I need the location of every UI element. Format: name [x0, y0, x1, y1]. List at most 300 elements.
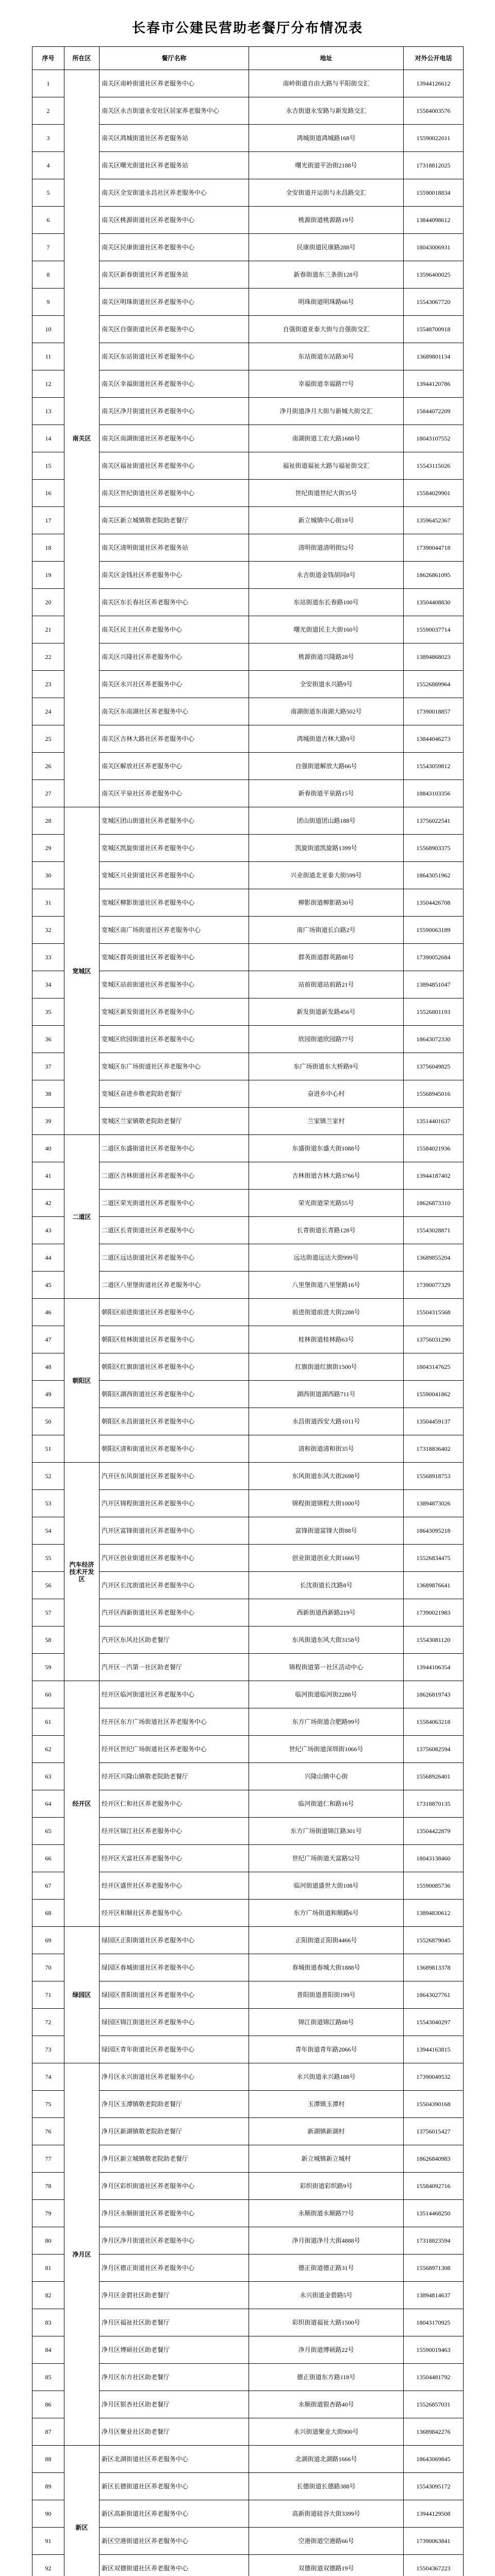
district-cell: 新区: [64, 2446, 100, 2576]
header-district: 所在区: [64, 47, 100, 70]
header-no: 序号: [32, 47, 64, 70]
row-number: 92: [32, 2555, 64, 2576]
row-number: 68: [32, 1900, 64, 1927]
public-phone: 17390021983: [404, 1599, 464, 1626]
restaurant-name: 宽城区团山街道社区养老服务中心: [100, 807, 249, 835]
public-phone: 13504422879: [404, 1818, 464, 1845]
restaurant-name: 南关区新春街道社区养老服务站: [100, 261, 249, 289]
public-phone: 13944106354: [404, 1654, 464, 1681]
restaurant-name: 宽城区东广场街道社区养老服务中心: [100, 1053, 249, 1080]
restaurant-name: 南关区民康街道社区养老服务中心: [100, 234, 249, 261]
restaurant-address: 兴隆山镇中心街: [249, 1763, 404, 1790]
public-phone: 13689876641: [404, 1572, 464, 1599]
restaurant-name: 南关区东南湖社区养老服务中心: [100, 698, 249, 725]
public-phone: 18043147625: [404, 1353, 464, 1381]
row-number: 73: [32, 2036, 64, 2063]
restaurant-name: 新区双德街道社区养老服务中心: [100, 2555, 249, 2576]
public-phone: 13944126612: [404, 70, 464, 97]
row-number: 87: [32, 2418, 64, 2446]
table-row: [32, 2063, 464, 2091]
row-number: 71: [32, 1981, 64, 2009]
public-phone: 13844046273: [404, 725, 464, 753]
public-phone: 15543081120: [404, 1626, 464, 1654]
restaurant-address: 欣园街道欣园路77号: [249, 1026, 404, 1053]
restaurant-address: 兰家镇兰家村: [249, 1108, 404, 1135]
public-phone: 15844072209: [404, 398, 464, 425]
restaurant-name: 新区长德街道社区养老服务中心: [100, 2473, 249, 2500]
public-phone: 15504390168: [404, 2091, 464, 2118]
restaurant-name: 南关区新立城镇敬老院助老餐厅: [100, 507, 249, 534]
public-phone: 15526801193: [404, 998, 464, 1026]
public-phone: 13504426708: [404, 889, 464, 917]
restaurant-address: 幸福街道幸福路77号: [249, 370, 404, 398]
restaurant-name: 南关区永兴社区养老服务中心: [100, 671, 249, 698]
row-number: 21: [32, 616, 64, 643]
restaurant-address: 南湖街道工农大路1688号: [249, 425, 404, 452]
restaurant-name: 宽城区兰家镇敬老院助老餐厅: [100, 1108, 249, 1135]
restaurant-address: 长青街道长青路128号: [249, 1217, 404, 1244]
public-phone: 17390077329: [404, 1272, 464, 1299]
restaurant-name: 经开区和顺社区养老服务中心: [100, 1900, 249, 1927]
row-number: 9: [32, 289, 64, 316]
restaurant-name: 经开区临河街道社区养老服务中心: [100, 1681, 249, 1708]
restaurant-address: 群英街道群英路88号: [249, 944, 404, 971]
row-number: 41: [32, 1162, 64, 1190]
restaurant-table: [32, 46, 464, 2576]
restaurant-name: 宽城区南广场街道社区养老服务中心: [100, 917, 249, 944]
public-phone: 13756049825: [404, 1053, 464, 1080]
row-number: 11: [32, 343, 64, 370]
public-phone: 18643069845: [404, 2446, 464, 2473]
public-phone: 15584092716: [404, 2173, 464, 2200]
restaurant-name: 汽开区锦程街道社区养老服务中心: [100, 1490, 249, 1517]
restaurant-name: 净月区净月街道社区养老服务中心: [100, 2227, 249, 2255]
public-phone: 17318812025: [404, 152, 464, 179]
row-number: 45: [32, 1272, 64, 1299]
restaurant-address: 新湖镇新湖村: [249, 2118, 404, 2145]
restaurant-name: 南关区东长春社区养老服务中心: [100, 589, 249, 616]
restaurant-name: 二道区东盛街道社区养老服务中心: [100, 1135, 249, 1162]
restaurant-name: 宽城区新发街道社区养老服务中心: [100, 998, 249, 1026]
public-phone: 15568903375: [404, 835, 464, 862]
restaurant-name: 朝阳区前进街道社区养老服务中心: [100, 1299, 249, 1326]
restaurant-name: 南关区吉林大路社区养老服务中心: [100, 725, 249, 753]
row-number: 12: [32, 370, 64, 398]
page-title: 长春市公建民营助老餐厅分布情况表: [131, 21, 363, 36]
restaurant-name: 宽城区欣园街道社区养老服务中心: [100, 1026, 249, 1053]
restaurant-address: 永顺街道银杏路40号: [249, 2391, 404, 2418]
public-phone: 13756082594: [404, 1736, 464, 1763]
restaurant-name: 南关区明珠街道社区养老服务中心: [100, 289, 249, 316]
row-number: 76: [32, 2118, 64, 2145]
row-number: 62: [32, 1736, 64, 1763]
restaurant-address: 福祉街道福祉大路与福祉街交汇: [249, 452, 404, 480]
restaurant-address: 新发街道新发路456号: [249, 998, 404, 1026]
restaurant-name: 净月区永兴街道社区养老服务中心: [100, 2063, 249, 2091]
table-row: [32, 807, 464, 835]
row-number: 31: [32, 889, 64, 917]
restaurant-address: 空港街道空港路66号: [249, 2528, 404, 2555]
restaurant-address: 净月街道净月大街与新城大街交汇: [249, 398, 404, 425]
row-number: 8: [32, 261, 64, 289]
row-number: 86: [32, 2391, 64, 2418]
restaurant-name: 汽开区长沈街道社区养老服务中心: [100, 1572, 249, 1599]
restaurant-address: 曙光街道平治街2188号: [249, 152, 404, 179]
row-number: 50: [32, 1408, 64, 1435]
public-phone: 18043170925: [404, 2309, 464, 2336]
row-number: 88: [32, 2446, 64, 2473]
restaurant-name: 朝阳区桂林街道社区养老服务中心: [100, 1326, 249, 1353]
public-phone: 18643095218: [404, 1517, 464, 1545]
restaurant-name: 汽开区富锋街道社区养老服务中心: [100, 1517, 249, 1545]
restaurant-name: 朝阳区清和街道社区养老服务中心: [100, 1435, 249, 1463]
row-number: 3: [32, 125, 64, 152]
restaurant-address: 民康街道民康路288号: [249, 234, 404, 261]
restaurant-address: 净月街道博硕路22号: [249, 2336, 404, 2364]
row-number: 34: [32, 971, 64, 998]
public-phone: 17318823594: [404, 2227, 464, 2255]
restaurant-name: 南关区民主社区养老服务中心: [100, 616, 249, 643]
restaurant-address: 桃源街道兴隆路28号: [249, 643, 404, 671]
district-cell: 朝阳区: [64, 1299, 100, 1463]
public-phone: 15526834475: [404, 1545, 464, 1572]
row-number: 65: [32, 1818, 64, 1845]
public-phone: 15543028871: [404, 1217, 464, 1244]
row-number: 17: [32, 507, 64, 534]
restaurant-name: 南关区平泉社区养老服务中心: [100, 780, 249, 807]
public-phone: 15590022011: [404, 125, 464, 152]
row-number: 42: [32, 1190, 64, 1217]
public-phone: 13596452367: [404, 507, 464, 534]
restaurant-name: 净月区博硕社区助老餐厅: [100, 2336, 249, 2364]
restaurant-address: 南广场街道长白路2号: [249, 917, 404, 944]
restaurant-name: 南关区解放社区养老服务中心: [100, 753, 249, 780]
public-phone: 18043138460: [404, 1845, 464, 1872]
restaurant-name: 朝阳区红旗街道社区养老服务中心: [100, 1353, 249, 1381]
public-phone: 13894868023: [404, 643, 464, 671]
row-number: 38: [32, 1080, 64, 1108]
public-phone: 15543095172: [404, 2473, 464, 2500]
public-phone: 13756031290: [404, 1326, 464, 1353]
restaurant-name: 南关区净月街道社区养老服务中心: [100, 398, 249, 425]
public-phone: 13944129508: [404, 2500, 464, 2528]
row-number: 55: [32, 1545, 64, 1572]
restaurant-name: 净月区新立城镇敬老院助老餐厅: [100, 2145, 249, 2173]
table-row: [32, 1299, 464, 1326]
table-row: [32, 1463, 464, 1490]
restaurant-name: 汽开区一汽第一社区助老餐厅: [100, 1654, 249, 1681]
restaurant-name: 净月区玉潭镇敬老院助老餐厅: [100, 2091, 249, 2118]
restaurant-address: 东广场街道东大桥路9号: [249, 1053, 404, 1080]
row-number: 2: [32, 97, 64, 125]
restaurant-address: 鸿城街道吉林大路9号: [249, 725, 404, 753]
restaurant-address: 长德街道长德路388号: [249, 2473, 404, 2500]
row-number: 89: [32, 2473, 64, 2500]
public-phone: 17318836402: [404, 1435, 464, 1463]
restaurant-name: 新区空港街道社区养老服务中心: [100, 2528, 249, 2555]
public-phone: 17390044718: [404, 534, 464, 562]
row-number: 52: [32, 1463, 64, 1490]
restaurant-name: 南关区幸福街道社区养老服务中心: [100, 370, 249, 398]
restaurant-address: 桃源街道桃源路19号: [249, 207, 404, 234]
public-phone: 13894830612: [404, 1900, 464, 1927]
restaurant-address: 永顺街道永顺路77号: [249, 2200, 404, 2227]
restaurant-name: 经开区天富社区养老服务中心: [100, 1845, 249, 1872]
row-number: 58: [32, 1626, 64, 1654]
restaurant-address: 明珠街道明珠路66号: [249, 289, 404, 316]
restaurant-name: 经开区锦江社区养老服务中心: [100, 1818, 249, 1845]
restaurant-name: 宽城区凯旋街道社区养老服务中心: [100, 835, 249, 862]
row-number: 29: [32, 835, 64, 862]
row-number: 60: [32, 1681, 64, 1708]
restaurant-name: 南关区鸿城街道社区养老服务站: [100, 125, 249, 152]
restaurant-address: 临河街道仁和路16号: [249, 1790, 404, 1818]
restaurant-address: 东风街道东风大街2698号: [249, 1463, 404, 1490]
row-number: 56: [32, 1572, 64, 1599]
restaurant-name: 宽城区柳影街道社区养老服务中心: [100, 889, 249, 917]
restaurant-name: 南关区南湖街道社区养老服务中心: [100, 425, 249, 452]
public-phone: 17390063841: [404, 2528, 464, 2555]
table-row: [32, 70, 464, 97]
public-phone: 13894873026: [404, 1490, 464, 1517]
restaurant-address: 凯旋街道凯旋路1399号: [249, 835, 404, 862]
table-row: [32, 1135, 464, 1162]
restaurant-address: 奋进乡中心村: [249, 1080, 404, 1108]
restaurant-address: 玉潭镇玉潭村: [249, 2091, 404, 2118]
public-phone: 17390052684: [404, 944, 464, 971]
restaurant-address: 锦江街道锦江路88号: [249, 2009, 404, 2036]
restaurant-name: 南关区金钱社区养老服务中心: [100, 562, 249, 589]
restaurant-name: 经开区兴隆山镇敬老院助老餐厅: [100, 1763, 249, 1790]
row-number: 6: [32, 207, 64, 234]
row-number: 39: [32, 1108, 64, 1135]
restaurant-name: 南关区桃源街道社区养老服务中心: [100, 207, 249, 234]
public-phone: 13944120786: [404, 370, 464, 398]
public-phone: 18626861095: [404, 562, 464, 589]
row-number: 81: [32, 2255, 64, 2282]
restaurant-name: 南关区世纪街道社区养老服务中心: [100, 480, 249, 507]
row-number: 44: [32, 1244, 64, 1272]
public-phone: 13504481792: [404, 2364, 464, 2391]
restaurant-address: 新春街道平泉路15号: [249, 780, 404, 807]
restaurant-address: 永兴街道聚业大街900号: [249, 2418, 404, 2446]
restaurant-name: 绿园区普阳街道社区养老服务中心: [100, 1981, 249, 2009]
restaurant-address: 红旗街道红旗街1500号: [249, 1353, 404, 1381]
restaurant-address: 南岭街道自由大路与平阳街交汇: [249, 70, 404, 97]
row-number: 77: [32, 2145, 64, 2173]
restaurant-name: 朝阳区湖西街道社区养老服务中心: [100, 1381, 249, 1408]
public-phone: 13689801134: [404, 343, 464, 370]
public-phone: 15590019463: [404, 2336, 464, 2364]
public-phone: 15543115026: [404, 452, 464, 480]
public-phone: 15526879045: [404, 1927, 464, 1954]
row-number: 69: [32, 1927, 64, 1954]
restaurant-address: 站前街道站前路21号: [249, 971, 404, 998]
row-number: 70: [32, 1954, 64, 1981]
public-phone: 13756015427: [404, 2118, 464, 2145]
restaurant-name: 南关区兴隆社区养老服务中心: [100, 643, 249, 671]
restaurant-name: 经开区东方广场街道社区养老服务中心: [100, 1708, 249, 1736]
restaurant-name: 南关区东站街道社区养老服务中心: [100, 343, 249, 370]
public-phone: 13596400025: [404, 261, 464, 289]
row-number: 25: [32, 725, 64, 753]
row-number: 40: [32, 1135, 64, 1162]
restaurant-address: 湖西街道湖西路711号: [249, 1381, 404, 1408]
restaurant-name: 宽城区奋进乡敬老院助老餐厅: [100, 1080, 249, 1108]
restaurant-name: 净月区彩织街道社区养老服务中心: [100, 2173, 249, 2200]
row-number: 19: [32, 562, 64, 589]
header-address: 地址: [249, 47, 404, 70]
public-phone: 15584063218: [404, 1708, 464, 1736]
header-name: 餐厅名称: [100, 47, 249, 70]
restaurant-address: 锦程街道锦程大街1000号: [249, 1490, 404, 1517]
public-phone: 13689855204: [404, 1244, 464, 1272]
district-cell: 净月区: [64, 2063, 100, 2446]
row-number: 28: [32, 807, 64, 835]
restaurant-name: 净月区东方社区助老餐厅: [100, 2364, 249, 2391]
restaurant-address: 全安街道永兴路9号: [249, 671, 404, 698]
public-phone: 15568926401: [404, 1763, 464, 1790]
restaurant-name: 南关区全安街道永昌社区养老服务中心: [100, 179, 249, 207]
restaurant-address: 北湖街道北湖路1666号: [249, 2446, 404, 2473]
table-row: [32, 1681, 464, 1708]
public-phone: 18643051962: [404, 862, 464, 889]
restaurant-address: 荣光街道荣光路55号: [249, 1190, 404, 1217]
row-number: 1: [32, 70, 64, 97]
restaurant-address: 高新街道硅谷大街3399号: [249, 2500, 404, 2528]
row-number: 18: [32, 534, 64, 562]
restaurant-address: 永兴街道金碧路5号: [249, 2282, 404, 2309]
public-phone: 18626873310: [404, 1190, 464, 1217]
row-number: 91: [32, 2528, 64, 2555]
public-phone: 17318870135: [404, 1790, 464, 1818]
district-cell: 二道区: [64, 1135, 100, 1299]
restaurant-address: 彩织街道彩织路9号: [249, 2173, 404, 2200]
restaurant-address: 创业街道创业大街1666号: [249, 1545, 404, 1572]
row-number: 7: [32, 234, 64, 261]
public-phone: 18643072330: [404, 1026, 464, 1053]
restaurant-name: 绿园区春城街道社区养老服务中心: [100, 1954, 249, 1981]
restaurant-address: 东方广场街道合肥路99号: [249, 1708, 404, 1736]
restaurant-name: 绿园区锦江街道社区养老服务中心: [100, 2009, 249, 2036]
public-phone: 15543059812: [404, 753, 464, 780]
row-number: 43: [32, 1217, 64, 1244]
restaurant-name: 南关区自强街道社区养老服务中心: [100, 316, 249, 343]
public-phone: 15584003576: [404, 97, 464, 125]
restaurant-name: 汽开区东风社区助老餐厅: [100, 1626, 249, 1654]
restaurant-address: 鸿城街道鸿城路168号: [249, 125, 404, 152]
restaurant-name: 宽城区站前街道社区养老服务中心: [100, 971, 249, 998]
header-phone: 对外公开电话: [404, 47, 464, 70]
row-number: 51: [32, 1435, 64, 1463]
restaurant-address: 临河街道临河街2288号: [249, 1681, 404, 1708]
restaurant-name: 二道区吉林街道社区养老服务中心: [100, 1162, 249, 1190]
row-number: 23: [32, 671, 64, 698]
restaurant-name: 朝阳区永昌街道社区养老服务中心: [100, 1408, 249, 1435]
row-number: 54: [32, 1517, 64, 1545]
row-number: 63: [32, 1763, 64, 1790]
public-phone: 15590018834: [404, 179, 464, 207]
restaurant-address: 富锋街道富锋大街88号: [249, 1517, 404, 1545]
row-number: 35: [32, 998, 64, 1026]
restaurant-address: 锦程街道第一社区活动中心: [249, 1654, 404, 1681]
restaurant-address: 南湖街道东南湖大路502号: [249, 698, 404, 725]
public-phone: 13944187402: [404, 1162, 464, 1190]
public-phone: 15584021936: [404, 1135, 464, 1162]
restaurant-address: 青年街道青年路2066号: [249, 2036, 404, 2063]
row-number: 90: [32, 2500, 64, 2528]
public-phone: 17390049532: [404, 2063, 464, 2091]
district-cell: 绿园区: [64, 1927, 100, 2063]
restaurant-name: 汽开区西新街道社区养老服务中心: [100, 1599, 249, 1626]
public-phone: 15590041862: [404, 1381, 464, 1408]
row-number: 14: [32, 425, 64, 452]
restaurant-address: 自强街道亚泰大街与自强街交汇: [249, 316, 404, 343]
row-number: 66: [32, 1845, 64, 1872]
public-phone: 18043006931: [404, 234, 464, 261]
restaurant-name: 净月区福祉社区助老餐厅: [100, 2309, 249, 2336]
public-phone: 15504315568: [404, 1299, 464, 1326]
row-number: 61: [32, 1708, 64, 1736]
row-number: 57: [32, 1599, 64, 1626]
row-number: 22: [32, 643, 64, 671]
restaurant-address: 自强街道解放大路66号: [249, 753, 404, 780]
restaurant-address: 永昌街道西安大路1011号: [249, 1408, 404, 1435]
public-phone: 18043107552: [404, 425, 464, 452]
restaurant-name: 汽开区创业街道社区养老服务中心: [100, 1545, 249, 1572]
row-number: 82: [32, 2282, 64, 2309]
row-number: 16: [32, 480, 64, 507]
restaurant-address: 永吉街道金钱胡同8号: [249, 562, 404, 589]
row-number: 85: [32, 2364, 64, 2391]
row-number: 13: [32, 398, 64, 425]
row-number: 15: [32, 452, 64, 480]
restaurant-name: 经开区盛世社区养老服务中心: [100, 1872, 249, 1900]
public-phone: 18626819743: [404, 1681, 464, 1708]
restaurant-address: 世纪广场街道深圳街1066号: [249, 1736, 404, 1763]
row-number: 78: [32, 2173, 64, 2200]
public-phone: 15548700918: [404, 316, 464, 343]
restaurant-address: 新春街道东三条街128号: [249, 261, 404, 289]
row-number: 53: [32, 1490, 64, 1517]
restaurant-address: 普阳街道普阳街199号: [249, 1981, 404, 2009]
public-phone: 13504459137: [404, 1408, 464, 1435]
public-phone: 15568971308: [404, 2255, 464, 2282]
restaurant-name: 南关区福祉街道社区养老服务中心: [100, 452, 249, 480]
restaurant-name: 净月区聚业社区助老餐厅: [100, 2418, 249, 2446]
restaurant-address: 东站街道东长春路100号: [249, 589, 404, 616]
public-phone: 15568945016: [404, 1080, 464, 1108]
restaurant-address: 前进街道前进大街2288号: [249, 1299, 404, 1326]
restaurant-address: 春城街道春城大街1888号: [249, 1954, 404, 1981]
public-phone: 13894851047: [404, 971, 464, 998]
public-phone: 15590037714: [404, 616, 464, 643]
restaurant-address: 西新街道西新路219号: [249, 1599, 404, 1626]
restaurant-address: 东方广场街道锦江路301号: [249, 1818, 404, 1845]
restaurant-address: 桂林街道桂林路63号: [249, 1326, 404, 1353]
restaurant-name: 宽城区兴业街道社区养老服务中心: [100, 862, 249, 889]
restaurant-address: 八里堡街道八里堡路16号: [249, 1272, 404, 1299]
restaurant-address: 永兴街道永兴路188号: [249, 2063, 404, 2091]
restaurant-address: 永吉街道永安路与新发路交汇: [249, 97, 404, 125]
public-phone: 13689813378: [404, 1954, 464, 1981]
restaurant-name: 二道区远达街道社区养老服务中心: [100, 1244, 249, 1272]
restaurant-address: 团山街道团山路188号: [249, 807, 404, 835]
row-number: 64: [32, 1790, 64, 1818]
public-phone: 15526889964: [404, 671, 464, 698]
restaurant-name: 汽开区东风街道社区养老服务中心: [100, 1463, 249, 1490]
public-phone: 15504367223: [404, 2555, 464, 2576]
